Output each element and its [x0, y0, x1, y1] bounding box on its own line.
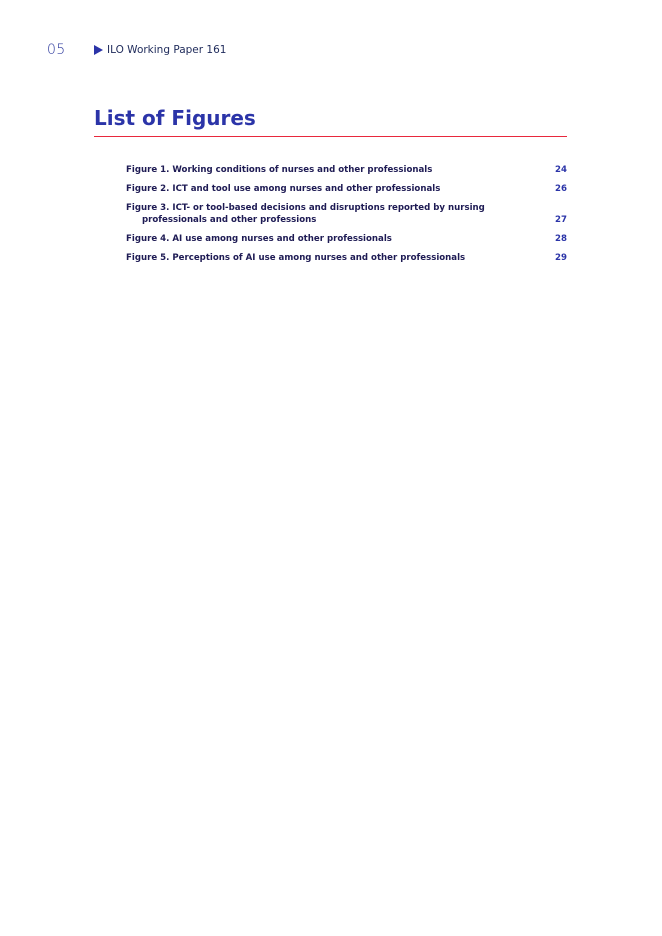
figure-entry-label: Figure 4. AI use among nurses and other professionals: [126, 234, 392, 244]
figure-entry[interactable]: [126, 202, 567, 226]
figure-entry-label: Figure 5. Perceptions of AI use among nurses and other professionals: [126, 253, 466, 263]
figure-entry[interactable]: [126, 252, 567, 264]
title-divider: [94, 136, 567, 137]
figure-entry-page: 27: [555, 215, 567, 225]
page-number: 05: [47, 42, 66, 58]
figure-entry-page: 28: [555, 234, 567, 244]
figure-entry-page: 29: [555, 253, 567, 263]
figure-entry[interactable]: [126, 164, 567, 176]
figure-entry[interactable]: [126, 183, 567, 195]
figure-entry-label: Figure 3. ICT- or tool-based decisions and disruptions reported by nursing professionals and other professions: [126, 203, 485, 225]
figure-entry-label: Figure 2. ICT and tool use among nurses and other professionals: [126, 184, 441, 194]
figure-entry-page: 24: [555, 165, 567, 175]
running-header-title: ILO Working Paper 161: [107, 44, 227, 56]
play-arrow-icon: [94, 45, 103, 55]
figure-list: [126, 164, 567, 271]
figure-entry-label: Figure 1. Working conditions of nurses and other professionals: [126, 165, 433, 175]
figure-entry-page: 26: [555, 184, 567, 194]
figure-entry[interactable]: [126, 233, 567, 245]
page-title: List of Figures: [94, 106, 256, 130]
running-header: [94, 44, 226, 56]
